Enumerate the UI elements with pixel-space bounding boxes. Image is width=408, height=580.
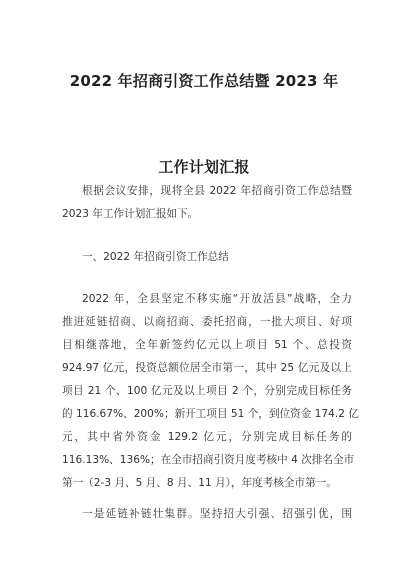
body-line: 116.13%、136%；在全市招商引资月度考核中 4 次排名全市	[62, 454, 355, 466]
body-line: 元，其中省外资金 129.2 亿元，分别完成目标任务的	[62, 431, 352, 443]
body-line: 的 116.67%、200%；新开工项目 51 个，到位资金 174.2 亿	[62, 408, 359, 420]
intro-line: 2023 年工作计划汇报如下。	[62, 208, 199, 220]
section-1-heading: 一、2022 年招商引资工作总结	[82, 251, 229, 263]
body-line: 第一（2-3 月、5 月、8 月、11 月），年度考核全市第一。	[62, 477, 337, 489]
body-line: 项目 21 个、100 亿元及以上项目 2 个，分别完成目标任务	[62, 385, 352, 397]
body-line: 推进延链招商、以商招商、委托招商，一批大项目、好项	[62, 316, 352, 328]
body-line: 924.97 亿元，投资总额位居全市第一，其中 25 亿元及以上	[62, 362, 352, 374]
next-paragraph	[62, 503, 352, 526]
document-title-line-2: 工作计划汇报	[158, 158, 250, 176]
body-line: 目相继落地，全年新签约亿元以上项目 51 个、总投资	[62, 339, 352, 351]
intro-paragraph	[62, 180, 352, 226]
section-heading	[62, 246, 352, 269]
body-line: 2022 年，全县坚定不移实施“开放活县”战略，全力	[82, 293, 352, 305]
document-title-line-1: 2022 年招商引资工作总结暨 2023 年	[69, 72, 339, 90]
body-line: 一是延链补链壮集群。坚持招大引强、招强引优，围	[82, 508, 352, 520]
intro-line: 根据会议安排，现将全县 2022 年招商引资工作总结暨	[82, 185, 352, 197]
body-paragraph	[62, 288, 359, 495]
